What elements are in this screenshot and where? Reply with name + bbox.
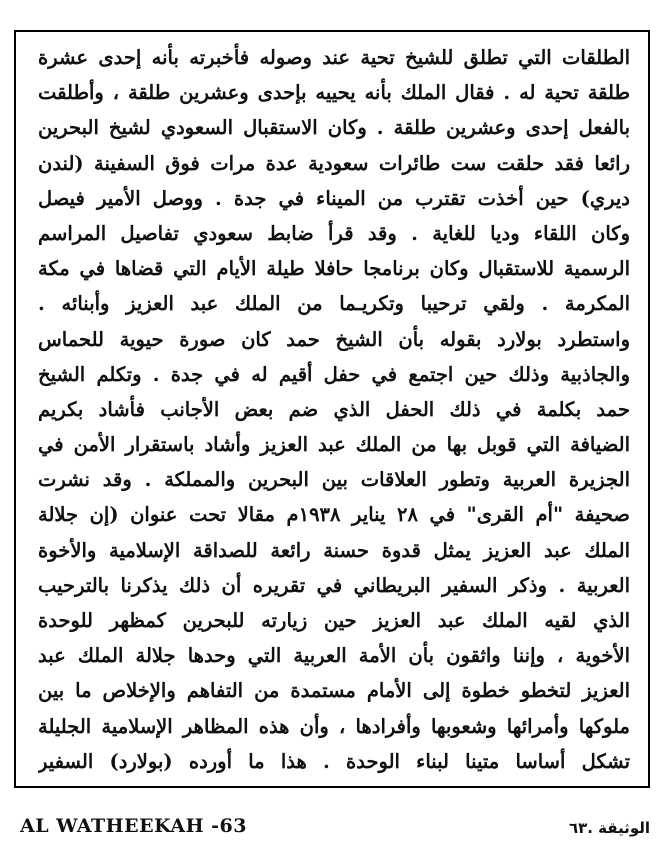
body-line: المكرمة . ولقي ترحيبا وتكريـما من الملك عبد العزيز وأبنائه . — [38, 292, 630, 316]
page-frame — [14, 30, 650, 788]
body-line: الملك عبد العزيز يمثل قدوة حسنة رائعة للصداقة الإسلامية والأخوة — [38, 538, 630, 562]
body-line: العربية . وذكر السفير البريطاني في تقريره أن ذلك يذكرنا بالترحيب — [38, 573, 630, 597]
body-line: ديري) حين أخذت تقترب من الميناء في جدة . ووصل الأمير فيصل — [38, 186, 630, 210]
body-line: واستطرد بولارد بقوله بأن الشيخ حمد كان صورة حيوية للحماس — [38, 327, 630, 351]
body-line: الأخوية ، وإننا واثقون بأن الأمة العربية التي وحدها جلالة الملك عبد — [38, 644, 630, 668]
body-line: تشكل أساسا متينا لبناء الوحدة . هذا ما أورده (بولارد) السفير — [38, 749, 630, 773]
body-line: وكان اللقاء وديا للغاية . وقد قرأ ضابط سعودي تفاصيل المراسم — [38, 221, 630, 245]
body-line: بالفعل إحدى وعشرين طلقة . وكان الاستقبال السعودي لشيخ البحرين — [38, 116, 630, 140]
body-line: حمد بكلمة في ذلك الحفل الذي ضم بعض الأجانب فأشاد بكريم — [38, 397, 630, 421]
body-line: والجاذبية وذلك حين اجتمع في حفل أقيم له في جدة . وتكلم الشيخ — [38, 362, 630, 386]
footer-journal-title-arabic: الوثيقة .٦٣ — [568, 819, 650, 837]
page-footer — [20, 815, 650, 845]
body-line: العزيز لتخطو خطوة إلى الأمام مستمدة من التفاهم والإخلاص ما بين — [38, 679, 630, 703]
body-line: الطلقات التي تطلق للشيخ تحية عند وصوله فأخبرته بأنه إحدى عشرة — [38, 46, 630, 69]
body-line: الرسمية للاستقبال وكان برنامجا حافلا طيلة الأيام التي قضاها في مكة — [38, 257, 630, 281]
body-line: طلقة تحية له . فقال الملك بأنه يحييه بإحدى وعشرين طلقة ، وأطلقت — [38, 81, 630, 105]
body-line: الذي لقيه الملك عبد العزيز حين زيارته للبحرين كمظهر للوحدة — [38, 609, 630, 632]
body-line: ملوكها وأمرائها وشعوبها وأفرادها ، وأن هذه المظاهر الإسلامية الجليلة — [38, 714, 630, 738]
body-line: صحيفة "أم القرى" في ٢٨ يناير ١٩٣٨م مقالا تحت عنوان (إن جلالة — [38, 503, 630, 527]
footer-journal-title: AL WATHEEKAH -63 — [20, 815, 247, 837]
body-line: رائعا فقد حلقت ست طائرات سعودية عدة مرات فوق السفينة (لندن — [38, 151, 630, 175]
body-line: الجزيرة العربية وتطور العلاقات بين البحرين والمملكة . وقد نشرت — [38, 468, 630, 492]
body-line: الضيافة التي قوبل بها من الملك عبد العزيز وأشاد باستقرار الأمن في — [38, 433, 630, 457]
document-body — [38, 40, 630, 779]
